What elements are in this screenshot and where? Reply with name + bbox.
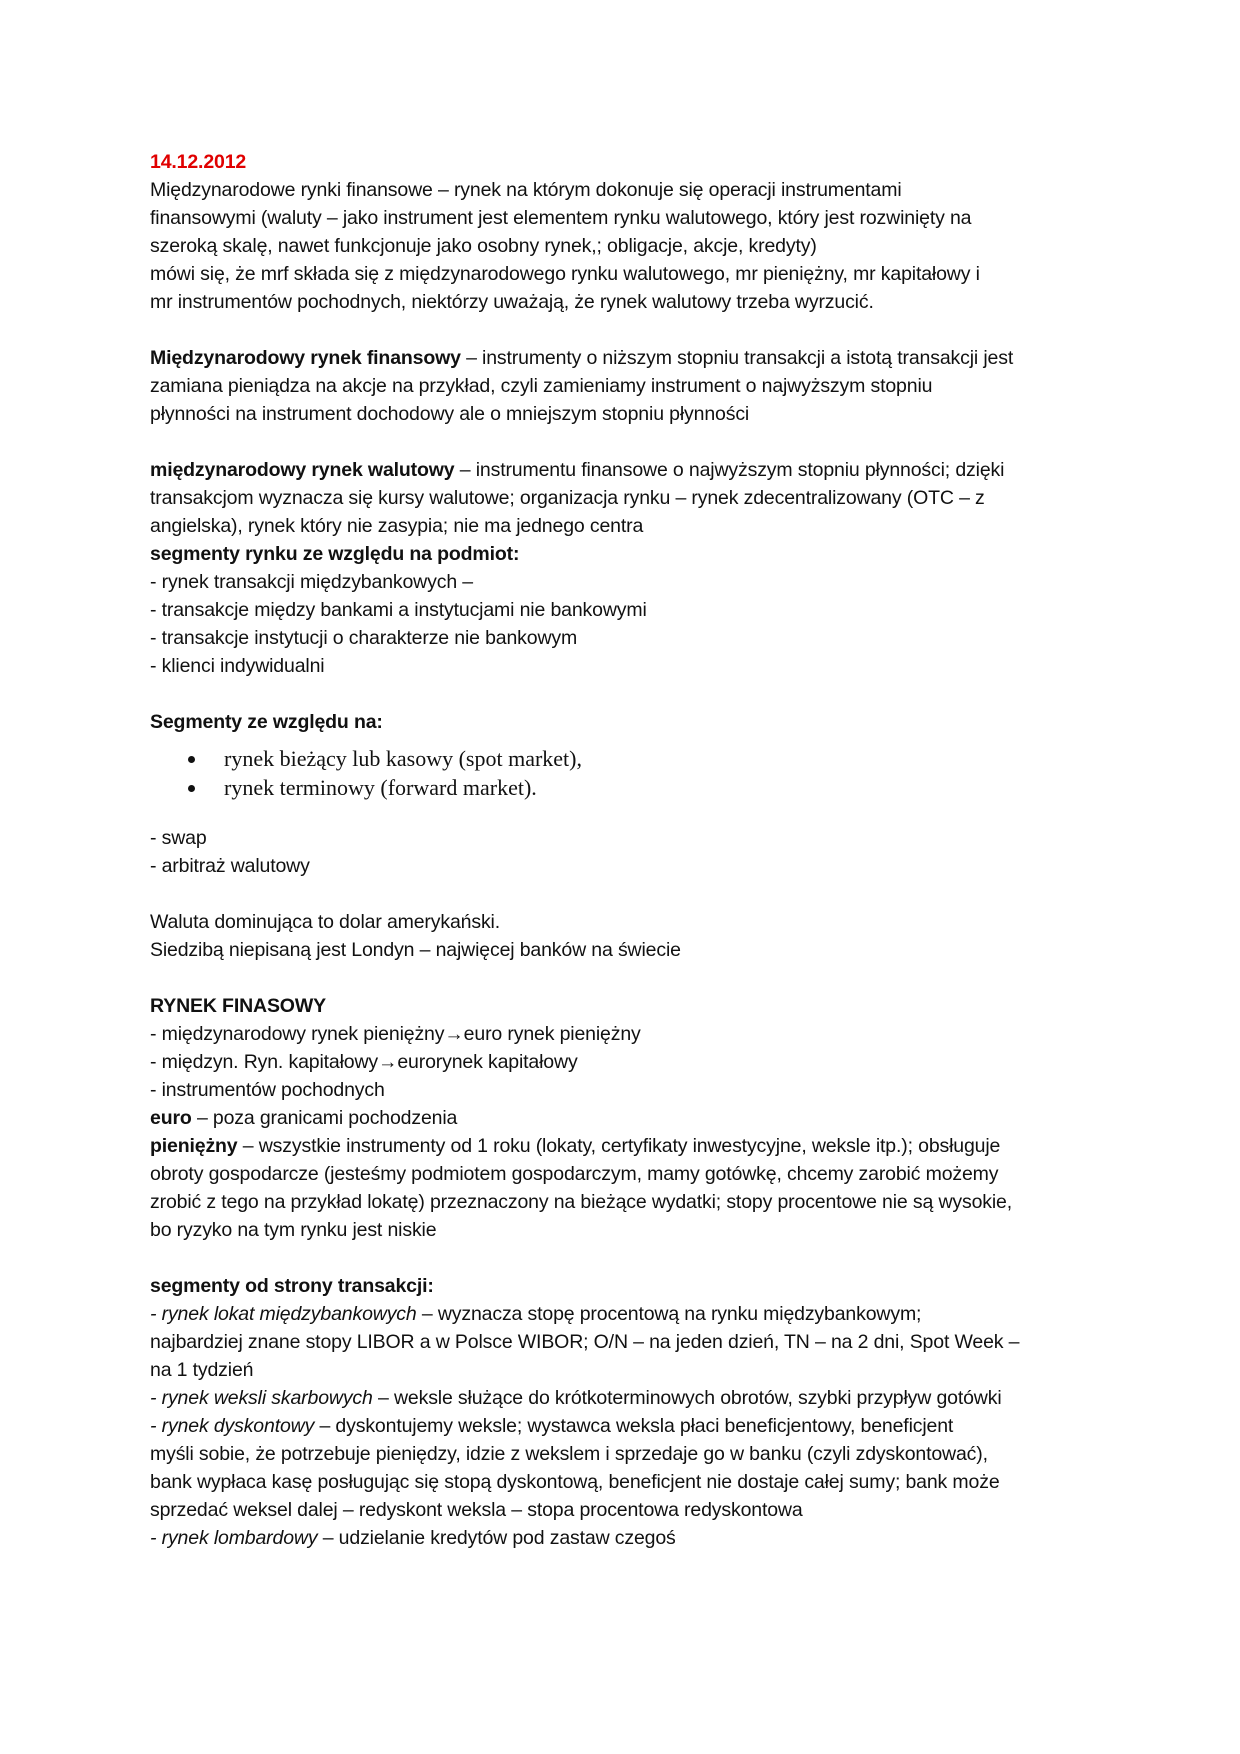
- bullet-list: [150, 744, 1120, 802]
- intro-line: finansowymi (waluty – jako instrument jest elementem rynku walutowego, który jest rozwinięty na: [150, 207, 972, 229]
- weksli-term: - rynek weksli skarbowych: [150, 1387, 373, 1409]
- money-line: bo ryzyko na tym rynku jest niskie: [150, 1219, 437, 1241]
- currency-line: Siedzibą niepisaną jest Londyn – najwięcej banków na świecie: [150, 939, 681, 961]
- money-line: zrobić z tego na przykład lokatę) przeznaczony na bieżące wydatki; stopy procentowe nie są wysokie,: [150, 1191, 1013, 1213]
- mrw-paragraph: [150, 456, 1120, 540]
- euro-term: euro: [150, 1107, 192, 1129]
- dysk-line: sprzedać weksel dalej – redyskont weksla – stopa procentowa redyskontowa: [150, 1499, 803, 1521]
- intro-line: Międzynarodowe rynki finansowe – rynek na którym dokonuje się operacji instrumentami: [150, 179, 902, 201]
- segments-subject-heading: segmenty rynku ze względu na podmiot:: [150, 543, 520, 565]
- bullet-icon: [188, 756, 195, 763]
- segments-due-section: [150, 708, 1120, 880]
- lokat-line: na 1 tydzień: [150, 1359, 254, 1381]
- segments-subject-section: [150, 540, 1120, 680]
- currency-line: Waluta dominująca to dolar amerykański.: [150, 911, 501, 933]
- bullet-icon: [188, 785, 195, 792]
- document-date: 14.12.2012: [150, 151, 247, 173]
- mrw-term: międzynarodowy rynek walutowy: [150, 459, 455, 481]
- money-definition: – wszystkie instrumenty od 1 roku (lokaty, certyfikaty inwestycyjne, weksle itp.); obsługuje: [237, 1135, 1001, 1157]
- bullet-text: rynek bieżący lub kasowy (spot market),: [224, 746, 582, 771]
- finance-market-heading: RYNEK FINASOWY: [150, 995, 326, 1017]
- euro-definition: – poza granicami pochodzenia: [191, 1107, 458, 1129]
- list-item: - transakcje instytucji o charakterze nie bankowym: [150, 627, 578, 649]
- dysk-line: bank wypłaca kasę posługując się stopą dyskontową, beneficjent nie dostaje całej sumy; bank może: [150, 1471, 1000, 1493]
- currency-paragraph: [150, 908, 1120, 964]
- intro-line: mówi się, że mrf składa się z międzynarodowego rynku walutowego, mr pieniężny, mr kapitałowy i: [150, 263, 980, 285]
- finance-market-section: [150, 992, 1120, 1244]
- lomb-term: - rynek lombardowy: [150, 1527, 318, 1549]
- mrf-line: płynności na instrument dochodowy ale o mniejszym stopniu płynności: [150, 403, 750, 425]
- mrw-line: transakcjom wyznacza się kursy walutowe; organizacja rynku – rynek zdecentralizowany (OTC – z: [150, 487, 985, 509]
- dysk-definition: – dyskontujemy weksle; wystawca weksla płaci beneficjentowy, beneficjent: [314, 1415, 954, 1437]
- list-item: - rynek transakcji międzybankowych –: [150, 571, 473, 593]
- intro-paragraph: [150, 176, 1120, 316]
- bullet-item: [150, 773, 1120, 802]
- money-term: pieniężny: [150, 1135, 238, 1157]
- dysk-line: myśli sobie, że potrzebuje pieniędzy, idzie z wekslem i sprzedaje go w banku (czyli zdyskontować),: [150, 1443, 988, 1465]
- mrf-line: zamiana pieniądza na akcje na przykład, czyli zamieniamy instrument o najwyższym stopniu: [150, 375, 933, 397]
- segments-transactions-section: [150, 1272, 1120, 1552]
- bullet-item: [150, 744, 1120, 773]
- weksli-definition: – weksle służące do krótkoterminowych obrotów, szybki przypływ gotówki: [372, 1387, 1002, 1409]
- list-item: - międzynarodowy rynek pieniężny→euro rynek pieniężny: [150, 1023, 641, 1045]
- list-item: - międzyn. Ryn. kapitałowy→eurorynek kapitałowy: [150, 1051, 578, 1073]
- mrf-term: Międzynarodowy rynek finansowy: [150, 347, 461, 369]
- segments-transactions-heading: segmenty od strony transakcji:: [150, 1275, 434, 1297]
- list-item: - instrumentów pochodnych: [150, 1079, 385, 1101]
- segments-due-heading: Segmenty ze względu na:: [150, 711, 383, 733]
- bullet-text: rynek terminowy (forward market).: [224, 775, 537, 800]
- lomb-definition: – udzielanie kredytów pod zastaw czegoś: [317, 1527, 676, 1549]
- list-item: - klienci indywidualni: [150, 655, 325, 677]
- list-item: - arbitraż walutowy: [150, 855, 310, 877]
- mrw-definition: – instrumentu finansowe o najwyższym stopniu płynności; dzięki: [454, 459, 1005, 481]
- intro-line: mr instrumentów pochodnych, niektórzy uważają, że rynek walutowy trzeba wyrzucić.: [150, 291, 874, 313]
- intro-line: szeroką skalę, nawet funkcjonuje jako osobny rynek,; obligacje, akcje, kredyty): [150, 235, 817, 257]
- lokat-definition: – wyznacza stopę procentową na rynku międzybankowym;: [416, 1303, 922, 1325]
- lokat-line: najbardziej znane stopy LIBOR a w Polsce WIBOR; O/N – na jeden dzień, TN – na 2 dni, Spot Week –: [150, 1331, 1020, 1353]
- list-item: - swap: [150, 827, 207, 849]
- mrw-line: angielska), rynek który nie zasypia; nie ma jednego centra: [150, 515, 644, 537]
- list-item: - transakcje między bankami a instytucjami nie bankowymi: [150, 599, 647, 621]
- money-line: obroty gospodarcze (jesteśmy podmiotem gospodarczym, mamy gotówkę, chcemy zarobić możemy: [150, 1163, 999, 1185]
- lokat-term: - rynek lokat międzybankowych: [150, 1303, 417, 1325]
- dysk-term: - rynek dyskontowy: [150, 1415, 315, 1437]
- mrf-paragraph: [150, 344, 1120, 428]
- mrf-definition: – instrumenty o niższym stopniu transakcji a istotą transakcji jest: [460, 347, 1014, 369]
